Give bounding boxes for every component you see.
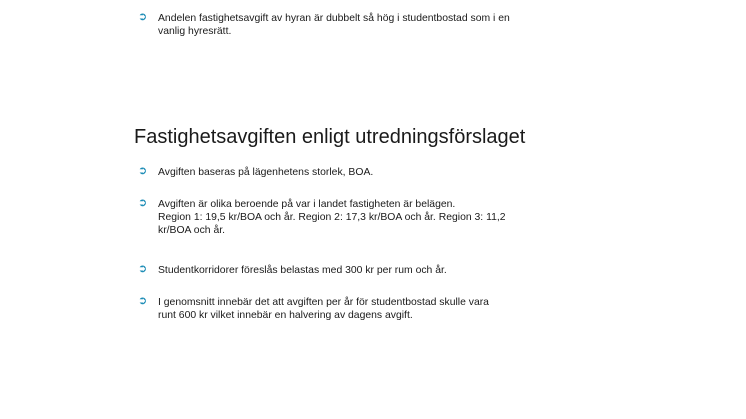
section-bullet-text: Avgiften är olika beroende på var i landet fastigheten är belägen. Region 1: 19,5 kr/BOA och år. Region 2: 17,3 kr/BOA och år. Region 3: 11,2 kr/BOA och år. — [158, 199, 506, 237]
arrow-bullet-icon: ➲ — [138, 165, 148, 177]
section-bullet-text: I genomsnitt innebär det att avgiften per år för studentbostad skulle vara runt 600 kr vilket innebär en halvering av dagens avgift. — [158, 297, 489, 322]
intro-bullet-text: Andelen fastighetsavgift av hyran är dubbelt så hög i studentbostad som i en vanlig hyresrätt. — [158, 13, 510, 38]
intro-bullet-1 — [138, 12, 558, 38]
section-bullet-text: Studentkorridorer föreslås belastas med 300 kr per rum och år. — [158, 265, 447, 276]
section-title: Fastighetsavgiften enligt utredningsförslaget — [134, 126, 526, 148]
arrow-bullet-icon: ➲ — [138, 295, 148, 307]
section-bullet-3 — [138, 264, 558, 277]
arrow-bullet-icon: ➲ — [138, 197, 148, 209]
section-bullet-1 — [138, 166, 558, 179]
section-bullet-text: Avgiften baseras på lägenhetens storlek, BOA. — [158, 167, 374, 178]
arrow-bullet-icon: ➲ — [138, 11, 148, 23]
section-bullet-4 — [138, 296, 558, 322]
section-bullet-2 — [138, 198, 558, 238]
arrow-bullet-icon: ➲ — [138, 263, 148, 275]
